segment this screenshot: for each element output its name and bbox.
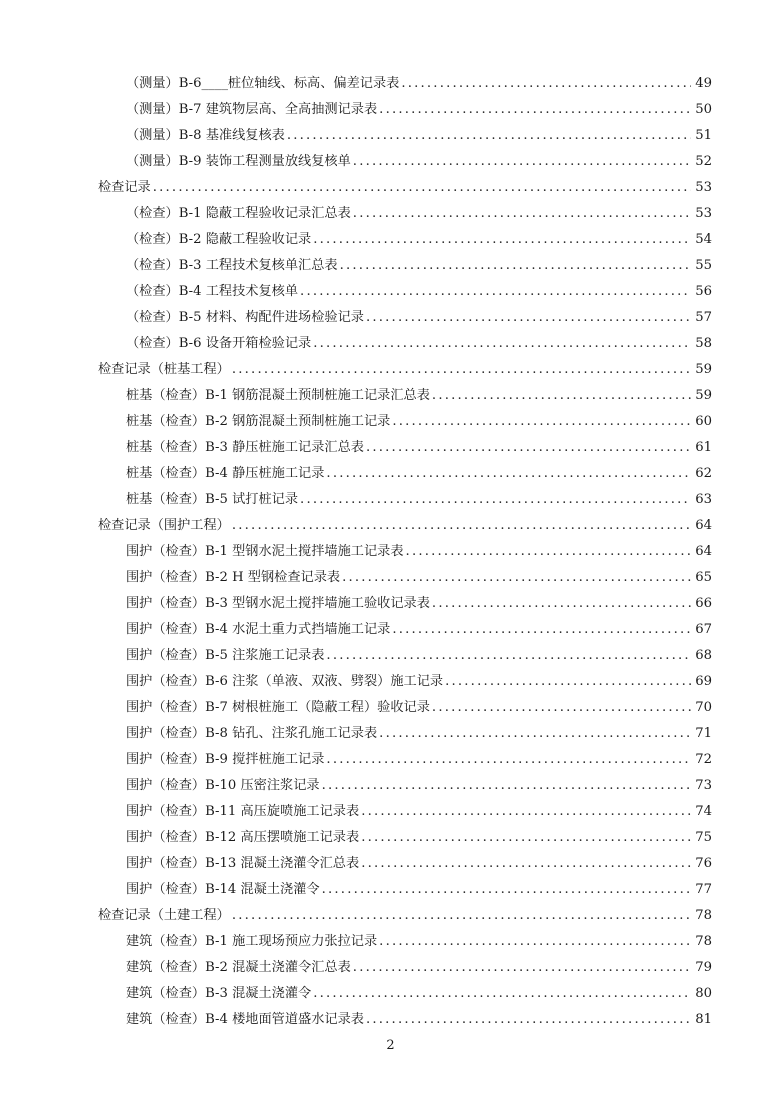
- toc-entry-title: （测量）B-8 基准线复核表: [126, 128, 285, 143]
- toc-entry-title: （测量）B-7 建筑物层高、全高抽测记录表: [126, 102, 378, 117]
- toc-entry[interactable]: [98, 305, 712, 331]
- toc-leader-dots: [313, 981, 691, 1007]
- toc-entry[interactable]: [98, 877, 712, 903]
- toc-entry-page-number: 80: [695, 986, 712, 1001]
- toc-entry[interactable]: [98, 643, 712, 669]
- toc-entry-title: 围护（检查）B-10 压密注浆记录: [126, 778, 320, 793]
- toc-entry-title: 检查记录（土建工程）: [98, 908, 230, 923]
- toc-leader-dots: [401, 71, 691, 97]
- toc-entry-page-number: 75: [695, 830, 712, 845]
- toc-leader-dots: [287, 123, 691, 149]
- toc-entry-page-number: 78: [695, 934, 712, 949]
- toc-entry-title: （检查）B-2 隐蔽工程验收记录: [126, 232, 312, 247]
- toc-entry-page-number: 74: [695, 804, 712, 819]
- toc-entry-page-number: 51: [695, 128, 712, 143]
- toc-entry[interactable]: [98, 799, 712, 825]
- toc-entry[interactable]: [98, 487, 712, 513]
- toc-entry-title: 建筑（检查）B-1 施工现场预应力张拉记录: [126, 934, 378, 949]
- toc-leader-dots: [342, 565, 691, 591]
- toc-entry-title: 围护（检查）B-3 型钢水泥土搅拌墙施工验收记录表: [126, 596, 430, 611]
- toc-entry-page-number: 71: [695, 726, 712, 741]
- toc-entry-title: 建筑（检查）B-3 混凝土浇灌令: [126, 986, 312, 1001]
- toc-entry-title: 建筑（检查）B-2 混凝土浇灌令汇总表: [126, 960, 351, 975]
- toc-entry-page-number: 53: [695, 180, 712, 195]
- toc-entry-page-number: 59: [695, 362, 712, 377]
- toc-entry[interactable]: [98, 279, 712, 305]
- toc-entry-page-number: 53: [695, 206, 712, 221]
- toc-leader-dots: [300, 279, 691, 305]
- toc-entry-page-number: 70: [695, 700, 712, 715]
- toc-entry[interactable]: [98, 981, 712, 1007]
- toc-entry[interactable]: [98, 669, 712, 695]
- toc-leader-dots: [353, 955, 691, 981]
- toc-entry-page-number: 49: [695, 76, 712, 91]
- toc-leader-dots: [445, 669, 691, 695]
- toc-leader-dots: [366, 435, 691, 461]
- toc-entry[interactable]: [98, 253, 712, 279]
- toc-leader-dots: [432, 591, 691, 617]
- toc-entry-page-number: 68: [695, 648, 712, 663]
- toc-entry-page-number: 55: [695, 258, 712, 273]
- toc-entry-title: 围护（检查）B-4 水泥土重力式挡墙施工记录: [126, 622, 391, 637]
- toc-entry[interactable]: [98, 773, 712, 799]
- toc-entry-page-number: 73: [695, 778, 712, 793]
- toc-leader-dots: [353, 149, 691, 175]
- toc-entry-page-number: 54: [695, 232, 712, 247]
- toc-leader-dots: [313, 227, 691, 253]
- toc-entry[interactable]: [98, 1007, 712, 1033]
- toc-entry-title: （检查）B-1 隐蔽工程验收记录汇总表: [126, 206, 351, 221]
- toc-leader-dots: [153, 175, 691, 201]
- toc-entry[interactable]: [98, 591, 712, 617]
- toc-entry-title: （测量）B-9 装饰工程测量放线复核单: [126, 154, 351, 169]
- toc-entry-title: 围护（检查）B-13 混凝土浇灌令汇总表: [126, 856, 360, 871]
- toc-leader-dots: [366, 305, 691, 331]
- toc-leader-dots: [361, 825, 691, 851]
- toc-entry-page-number: 63: [695, 492, 712, 507]
- toc-entry[interactable]: [98, 123, 712, 149]
- toc-entry[interactable]: [98, 435, 712, 461]
- toc-leader-dots: [326, 461, 691, 487]
- table-of-contents: [98, 71, 712, 1033]
- toc-leader-dots: [432, 383, 691, 409]
- toc-entry-page-number: 66: [695, 596, 712, 611]
- toc-leader-dots: [361, 851, 691, 877]
- toc-leader-dots: [406, 539, 692, 565]
- toc-entry-page-number: 78: [695, 908, 712, 923]
- toc-entry[interactable]: [98, 383, 712, 409]
- toc-entry[interactable]: [98, 331, 712, 357]
- toc-leader-dots: [392, 617, 691, 643]
- toc-leader-dots: [232, 513, 691, 539]
- toc-leader-dots: [366, 1007, 691, 1033]
- toc-entry[interactable]: [98, 851, 712, 877]
- toc-entry-page-number: 72: [695, 752, 712, 767]
- toc-entry[interactable]: [98, 149, 712, 175]
- toc-entry[interactable]: [98, 617, 712, 643]
- toc-entry-page-number: 67: [695, 622, 712, 637]
- toc-entry-title: 检查记录（桩基工程）: [98, 362, 230, 377]
- toc-entry[interactable]: [98, 201, 712, 227]
- toc-entry-title: （检查）B-6 设备开箱检验记录: [126, 336, 312, 351]
- toc-entry[interactable]: [98, 71, 712, 97]
- toc-entry-page-number: 77: [695, 882, 712, 897]
- toc-entry-page-number: 62: [695, 466, 712, 481]
- toc-entry[interactable]: [98, 409, 712, 435]
- toc-entry[interactable]: [98, 539, 712, 565]
- toc-entry-title: 围护（检查）B-6 注浆（单液、双液、劈裂）施工记录: [126, 674, 444, 689]
- toc-entry-title: 桩基（检查）B-4 静压桩施工记录: [126, 466, 325, 481]
- toc-entry-page-number: 61: [695, 440, 712, 455]
- toc-entry-title: 围护（检查）B-7 树根桩施工（隐蔽工程）验收记录: [126, 700, 430, 715]
- toc-entry-title: （检查）B-3 工程技术复核单汇总表: [126, 258, 338, 273]
- toc-leader-dots: [353, 201, 691, 227]
- toc-entry-title: 检查记录: [98, 180, 151, 195]
- toc-entry-title: 围护（检查）B-11 高压旋喷施工记录表: [126, 804, 360, 819]
- toc-entry-title: 围护（检查）B-5 注浆施工记录表: [126, 648, 325, 663]
- toc-entry-title: （测量）B-6____桩位轴线、标高、偏差记录表: [126, 76, 400, 91]
- toc-entry-title: 围护（检查）B-1 型钢水泥土搅拌墙施工记录表: [126, 544, 404, 559]
- toc-leader-dots: [340, 253, 692, 279]
- toc-entry-title: 围护（检查）B-14 混凝土浇灌令: [126, 882, 320, 897]
- toc-section-entry[interactable]: [98, 175, 712, 201]
- toc-entry-title: 建筑（检查）B-4 楼地面管道盛水记录表: [126, 1012, 364, 1027]
- toc-leader-dots: [322, 877, 692, 903]
- toc-entry-title: （检查）B-5 材料、构配件进场检验记录: [126, 310, 364, 325]
- toc-leader-dots: [379, 97, 691, 123]
- toc-section-entry[interactable]: [98, 357, 712, 383]
- toc-section-entry[interactable]: [98, 903, 712, 929]
- toc-leader-dots: [326, 643, 691, 669]
- toc-entry[interactable]: [98, 825, 712, 851]
- toc-entry[interactable]: [98, 695, 712, 721]
- toc-entry-page-number: 58: [695, 336, 712, 351]
- toc-entry-title: 桩基（检查）B-1 钢筋混凝土预制桩施工记录汇总表: [126, 388, 430, 403]
- toc-entry[interactable]: [98, 565, 712, 591]
- toc-entry[interactable]: [98, 747, 712, 773]
- toc-entry[interactable]: [98, 461, 712, 487]
- toc-leader-dots: [432, 695, 691, 721]
- toc-leader-dots: [232, 357, 691, 383]
- toc-entry-page-number: 64: [695, 518, 712, 533]
- toc-entry[interactable]: [98, 929, 712, 955]
- toc-entry-title: 桩基（检查）B-3 静压桩施工记录汇总表: [126, 440, 364, 455]
- toc-entry[interactable]: [98, 227, 712, 253]
- toc-entry-title: 围护（检查）B-12 高压摆喷施工记录表: [126, 830, 360, 845]
- toc-entry-page-number: 52: [695, 154, 712, 169]
- toc-leader-dots: [322, 773, 692, 799]
- toc-entry[interactable]: [98, 955, 712, 981]
- toc-entry-title: 围护（检查）B-9 搅拌桩施工记录: [126, 752, 325, 767]
- toc-leader-dots: [300, 487, 691, 513]
- toc-entry-title: 桩基（检查）B-2 钢筋混凝土预制桩施工记录: [126, 414, 391, 429]
- toc-entry-page-number: 81: [695, 1012, 712, 1027]
- toc-entry-page-number: 59: [695, 388, 712, 403]
- toc-leader-dots: [379, 721, 691, 747]
- toc-leader-dots: [379, 929, 691, 955]
- toc-entry-page-number: 65: [695, 570, 712, 585]
- toc-entry-title: 围护（检查）B-8 钻孔、注浆孔施工记录表: [126, 726, 378, 741]
- toc-entry-page-number: 64: [695, 544, 712, 559]
- toc-entry[interactable]: [98, 721, 712, 747]
- toc-entry-title: 围护（检查）B-2 H 型钢检查记录表: [126, 570, 341, 585]
- toc-section-entry[interactable]: [98, 513, 712, 539]
- toc-leader-dots: [313, 331, 691, 357]
- toc-entry-page-number: 79: [695, 960, 712, 975]
- toc-leader-dots: [326, 747, 691, 773]
- toc-entry-page-number: 69: [695, 674, 712, 689]
- toc-entry-page-number: 50: [695, 102, 712, 117]
- toc-leader-dots: [361, 799, 691, 825]
- toc-entry-title: （检查）B-4 工程技术复核单: [126, 284, 299, 299]
- toc-entry-page-number: 57: [695, 310, 712, 325]
- toc-entry[interactable]: [98, 97, 712, 123]
- toc-leader-dots: [392, 409, 691, 435]
- toc-entry-title: 桩基（检查）B-5 试打桩记录: [126, 492, 299, 507]
- toc-entry-title: 检查记录（围护工程）: [98, 518, 230, 533]
- toc-leader-dots: [232, 903, 691, 929]
- page-number: 2: [386, 1038, 395, 1053]
- toc-entry-page-number: 56: [695, 284, 712, 299]
- toc-entry-page-number: 60: [695, 414, 712, 429]
- toc-entry-page-number: 76: [695, 856, 712, 871]
